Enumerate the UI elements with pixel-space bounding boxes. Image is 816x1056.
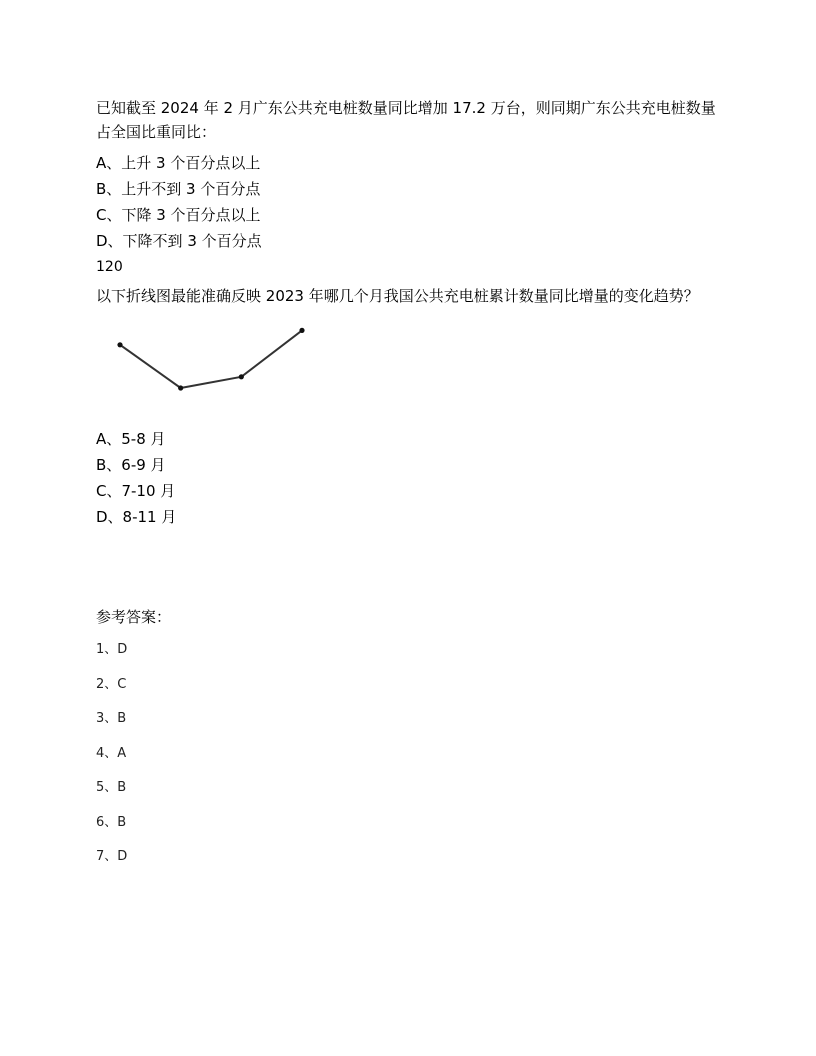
answer-item: 4、A bbox=[96, 745, 127, 761]
question-2-text: 以下折线图最能准确反映 2023 年哪几个月我国公共充电桩累计数量同比增量的变化趋势？ bbox=[96, 287, 699, 305]
question-1-option-c: C、下降 3 个百分点以上 bbox=[96, 206, 261, 224]
question-1 bbox=[96, 96, 720, 254]
question-1-option-d: D、下降不到 3 个百分点 bbox=[96, 232, 262, 250]
answer-item: 1、D bbox=[96, 642, 128, 657]
answer-item: 3、B bbox=[96, 711, 127, 726]
question-number: 120 bbox=[96, 259, 123, 275]
document-page bbox=[96, 96, 720, 883]
question-1-text: 已知截至 2024 年 2 月广东公共充电桩数量同比增加 17.2 万台，则同期广东公共充电桩数量占全国比重同比： bbox=[96, 99, 716, 141]
question-2-option-b: B、6-9 月 bbox=[96, 456, 166, 474]
answer-item: 7、D bbox=[96, 849, 128, 864]
answer-key bbox=[96, 606, 720, 866]
trend-point bbox=[299, 328, 304, 333]
question-2-option-c: C、7-10 月 bbox=[96, 482, 176, 500]
trend-line-chart bbox=[96, 316, 326, 416]
answer-key-title: 参考答案： bbox=[96, 608, 172, 626]
trend-point bbox=[117, 342, 122, 347]
question-2-option-d: D、8-11 月 bbox=[96, 508, 177, 526]
answer-item: 5、B bbox=[96, 780, 127, 795]
trend-line-segment bbox=[181, 377, 242, 388]
trend-line-segment bbox=[241, 330, 302, 376]
answer-item: 6、B bbox=[96, 814, 127, 830]
trend-point bbox=[178, 385, 183, 390]
trend-point bbox=[239, 374, 244, 379]
question-1-option-a: A、上升 3 个百分点以上 bbox=[96, 154, 261, 172]
question-2 bbox=[96, 284, 720, 530]
question-2-option-a: A、5-8 月 bbox=[96, 430, 166, 448]
question-1-option-b: B、上升不到 3 个百分点 bbox=[96, 180, 261, 198]
trend-line-segment bbox=[120, 345, 181, 388]
answer-item: 2、C bbox=[96, 676, 127, 692]
